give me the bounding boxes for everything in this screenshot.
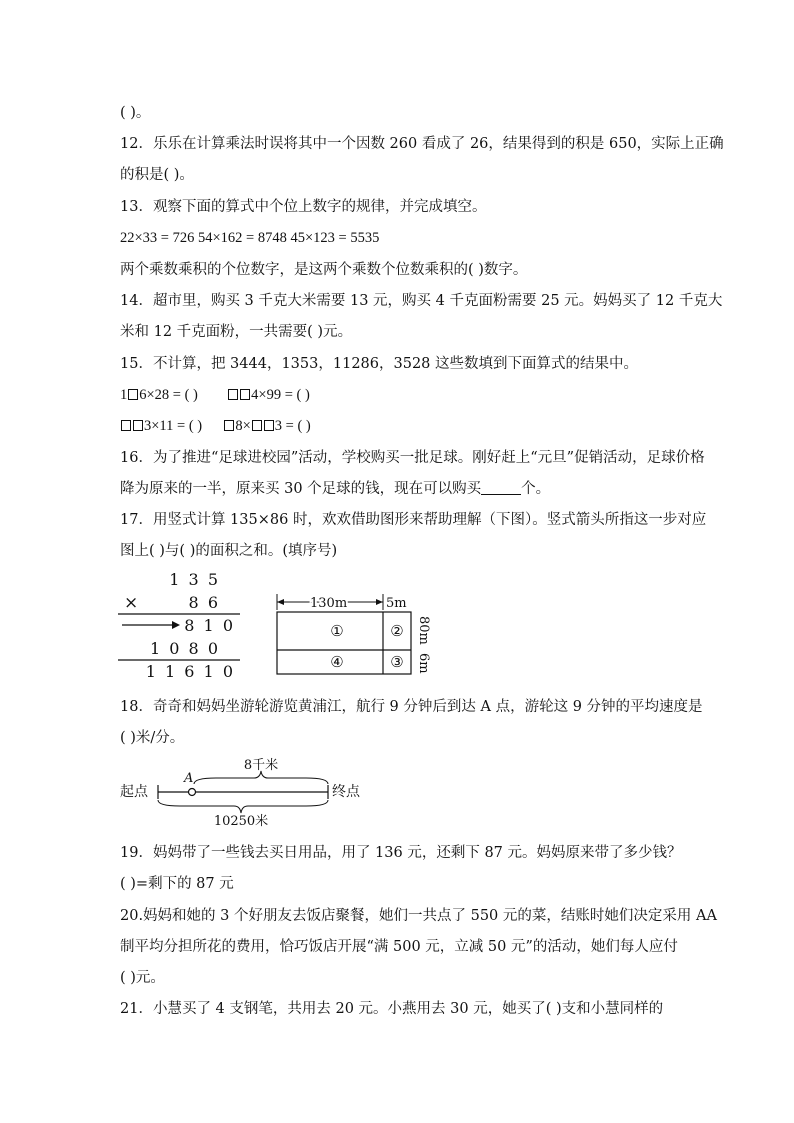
region-4: ④ <box>330 653 344 671</box>
vertical-multiplication <box>112 568 252 681</box>
question-19-line2: ( )=剩下的 87 元 <box>120 876 234 892</box>
expr1-rest: 6×28 = ( ) <box>139 387 198 403</box>
label-6m: 6m <box>416 653 431 674</box>
question-15-expr-row1 <box>120 385 310 405</box>
segment-label: 8千米 <box>243 758 279 773</box>
end-label: 终点 <box>332 784 360 800</box>
arrow-left-icon <box>277 599 284 605</box>
question-16-line1: 16．为了推进“足球进校园”活动，学校购买一批足球。刚好赶上“元旦”促销活动，足球价格 <box>120 450 705 466</box>
box-icon <box>121 420 131 431</box>
question-14-line1: 14．超市里，购买 3 千克大米需要 13 元，购买 4 千克面粉需要 25 元。妈妈买了 12 千克大 <box>120 293 723 309</box>
region-1: ① <box>330 622 344 640</box>
question-15-line1: 15．不计算，把 3444，1353，11286，3528 这些数填到下面算式的结果中。 <box>120 356 638 372</box>
start-label: 起点 <box>120 784 148 800</box>
question-12-line2: 的积是( )。 <box>120 167 194 183</box>
expr3-rest: 3×11 = ( ) <box>144 418 203 434</box>
times-sign: × <box>124 593 139 613</box>
expr2-rest: 4×99 = ( ) <box>251 387 310 403</box>
bottom-brace <box>158 800 328 813</box>
question-17-line1: 17．用竖式计算 135×86 时，欢欢借助图形来帮助理解（下图）。竖式箭头所指这一步对应 <box>120 512 707 528</box>
calc-row4: 1 0 8 0 <box>150 639 220 658</box>
question-16-pre: 降为原来的一半，原来买 30 个足球的钱，现在可以购买 <box>120 481 482 497</box>
question-20-line1: 20.妈妈和她的 3 个好朋友去饭店聚餐，她们一共点了 550 元的菜，结账时她们决定采用 AA <box>120 908 717 924</box>
box-icon <box>128 389 138 400</box>
expr1-prefix: 1 <box>120 387 128 403</box>
question-18-line1: 18．奇奇和妈妈坐游轮游览黄浦江，航行 9 分钟后到达 A 点，游轮这 9 分钟的平均速度是 <box>120 699 703 715</box>
question-13-line1: 13．观察下面的算式中个位上数字的规律，并完成填空。 <box>120 199 487 215</box>
arrow-right-icon <box>376 599 383 605</box>
question-19-line1: 19．妈妈带了一些钱去买日用品，用了 136 元，还剩下 87 元。妈妈原来带了多少钱？ <box>120 845 682 861</box>
calc-row3: 8 1 0 <box>184 616 235 635</box>
question-16-post: 个。 <box>521 481 551 497</box>
question-12-line1: 12．乐乐在计算乘法时误将其中一个因数 260 看成了 26，结果得到的积是 650，实际上正确 <box>120 136 724 152</box>
box-icon <box>252 420 262 431</box>
label-5m: 5m <box>386 596 407 611</box>
question-14-line2: 米和 12 千克面粉，一共需要( )元。 <box>120 324 353 340</box>
calc-row1: 1 3 5 <box>169 570 220 589</box>
question-15-expr-row2 <box>120 416 311 436</box>
question-20-line2: 制平均分担所花的费用，恰巧饭店开展“满 500 元，立减 50 元”的活动，她们每人应付 <box>120 939 678 955</box>
total-label: 10250米 <box>213 814 269 829</box>
box-icon <box>228 389 238 400</box>
area-rectangle-diagram <box>275 590 450 680</box>
arrow-head-icon <box>172 621 180 629</box>
box-icon <box>224 420 234 431</box>
route-diagram <box>118 758 378 828</box>
region-2: ② <box>390 622 404 640</box>
box-icon <box>240 389 250 400</box>
question-21-line1: 21．小慧买了 4 支钢笔，共用去 20 元。小燕用去 30 元，她买了( )支和小慧同样的 <box>120 1001 664 1017</box>
question-13-line2: 两个乘数乘积的个位数字，是这两个乘数个位数乘积的( )数字。 <box>120 262 528 278</box>
box-icon <box>264 420 274 431</box>
question-17-line2: 图上( )与( )的面积之和。(填序号) <box>120 543 338 559</box>
question-20-line3: ( )元。 <box>120 970 165 986</box>
point-a-label: A <box>184 771 194 786</box>
expr4-mid: 8× <box>235 418 251 434</box>
label-80m: 80m <box>416 616 431 645</box>
calc-row2: 8 6 <box>188 593 220 612</box>
answer-underline <box>481 482 521 495</box>
region-3: ③ <box>390 653 404 671</box>
line-answer-blank: ( )。 <box>120 105 151 121</box>
point-a-marker <box>189 789 196 796</box>
calc-row5: 1 1 6 1 0 <box>145 662 235 681</box>
question-16-line2 <box>120 479 550 499</box>
question-13-equations: 22×33 = 726 54×162 = 8748 45×123 = 5535 <box>120 230 380 246</box>
question-18-line2: ( )米/分。 <box>120 730 185 746</box>
expr4-rest: 3 = ( ) <box>274 418 311 434</box>
box-icon <box>133 420 143 431</box>
label-130m: 130m <box>310 596 348 611</box>
